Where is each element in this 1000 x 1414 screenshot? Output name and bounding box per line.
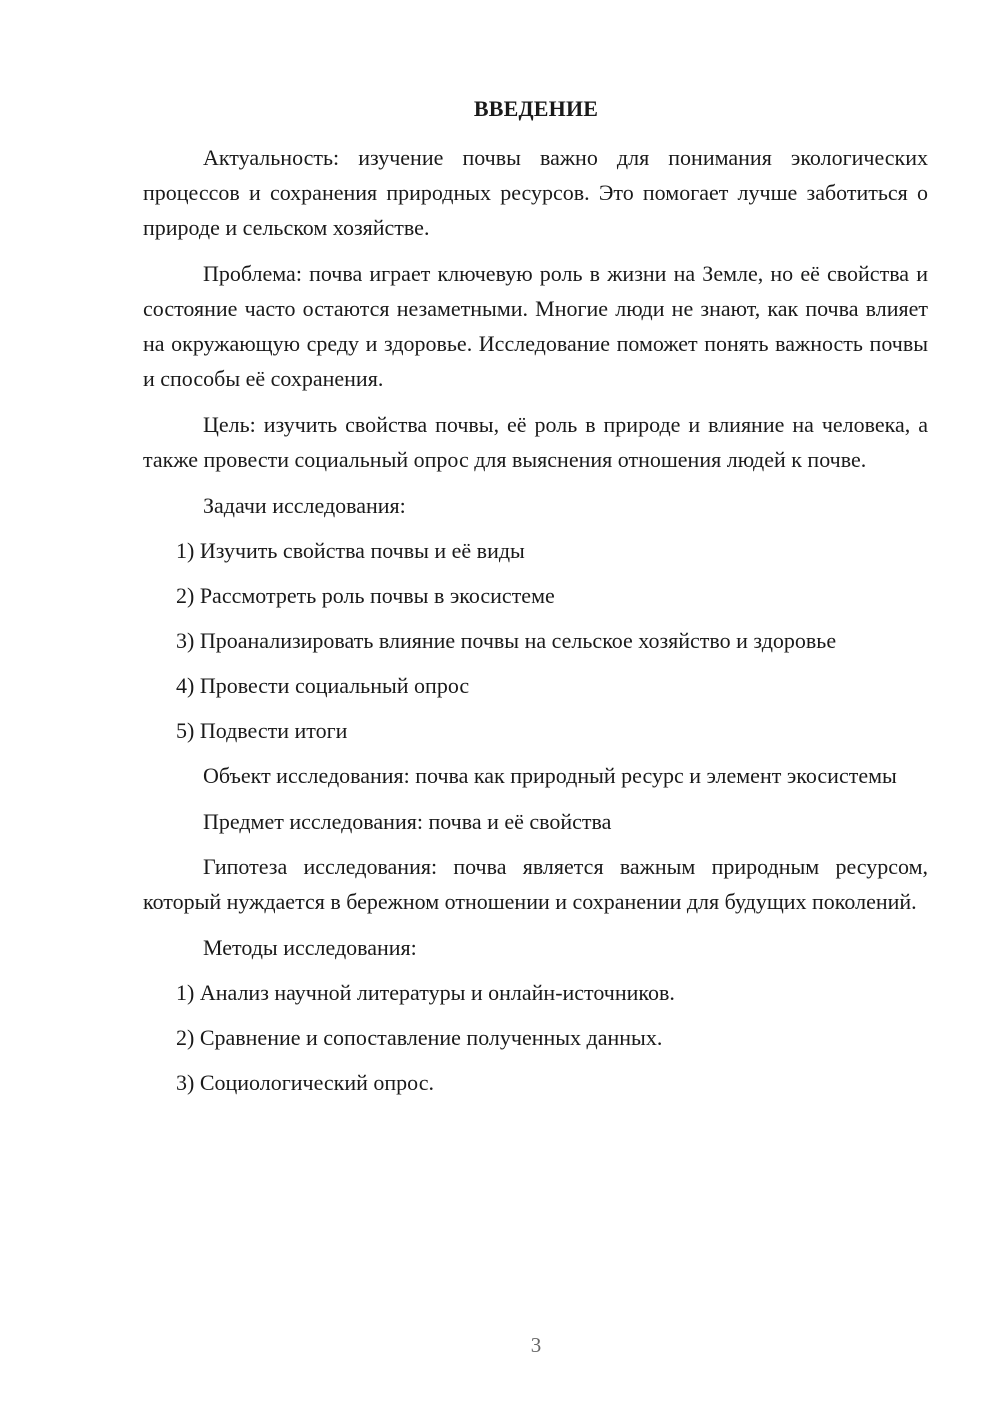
object-paragraph: Объект исследования: почва как природный ресурс и элемент экосистемы [203,763,897,788]
subject-paragraph: Предмет исследования: почва и её свойства [203,809,612,834]
methods-heading: Методы исследования: [203,935,417,960]
list-item: 3) Проанализировать влияние почвы на сельское хозяйство и здоровье [176,628,837,653]
hypothesis-paragraph: Гипотеза исследования: почва является важным природным ресурсом, который нуждается в бережном отношении и сохранении для будущих поколений. [143,854,928,914]
tasks-list [143,533,928,748]
list-item: 3) Социологический опрос. [176,1070,434,1095]
list-item: 5) Подвести итоги [176,718,348,743]
list-item: 1) Анализ научной литературы и онлайн-источников. [176,980,675,1005]
tasks-heading: Задачи исследования: [203,493,406,518]
list-item: 1) Изучить свойства почвы и её виды [176,538,525,563]
list-item: 2) Сравнение и сопоставление полученных данных. [176,1025,663,1050]
list-item: 2) Рассмотреть роль почвы в экосистеме [176,583,555,608]
methods-list [143,975,928,1100]
list-item: 4) Провести социальный опрос [176,673,470,698]
goal-paragraph: Цель: изучить свойства почвы, её роль в природе и влияние на человека, а также провести социальный опрос для выяснения отношения людей к почве. [143,412,928,472]
problem-paragraph: Проблема: почва играет ключевую роль в жизни на Земле, но её свойства и состояние часто остаются незаметными. Многие люди не знают, как почва влияет на окружающую среду и здоровье. Исследование поможет понять важность почвы и способы её сохранения. [143,261,928,391]
relevance-paragraph: Актуальность: изучение почвы важно для понимания экологических процессов и сохранения природных ресурсов. Это помогает лучше заботиться о природе и сельском хозяйстве. [143,145,928,240]
page-title: ВВЕДЕНИЕ [473,96,599,121]
document-body [143,140,928,1110]
page-number: 3 [530,1333,542,1357]
